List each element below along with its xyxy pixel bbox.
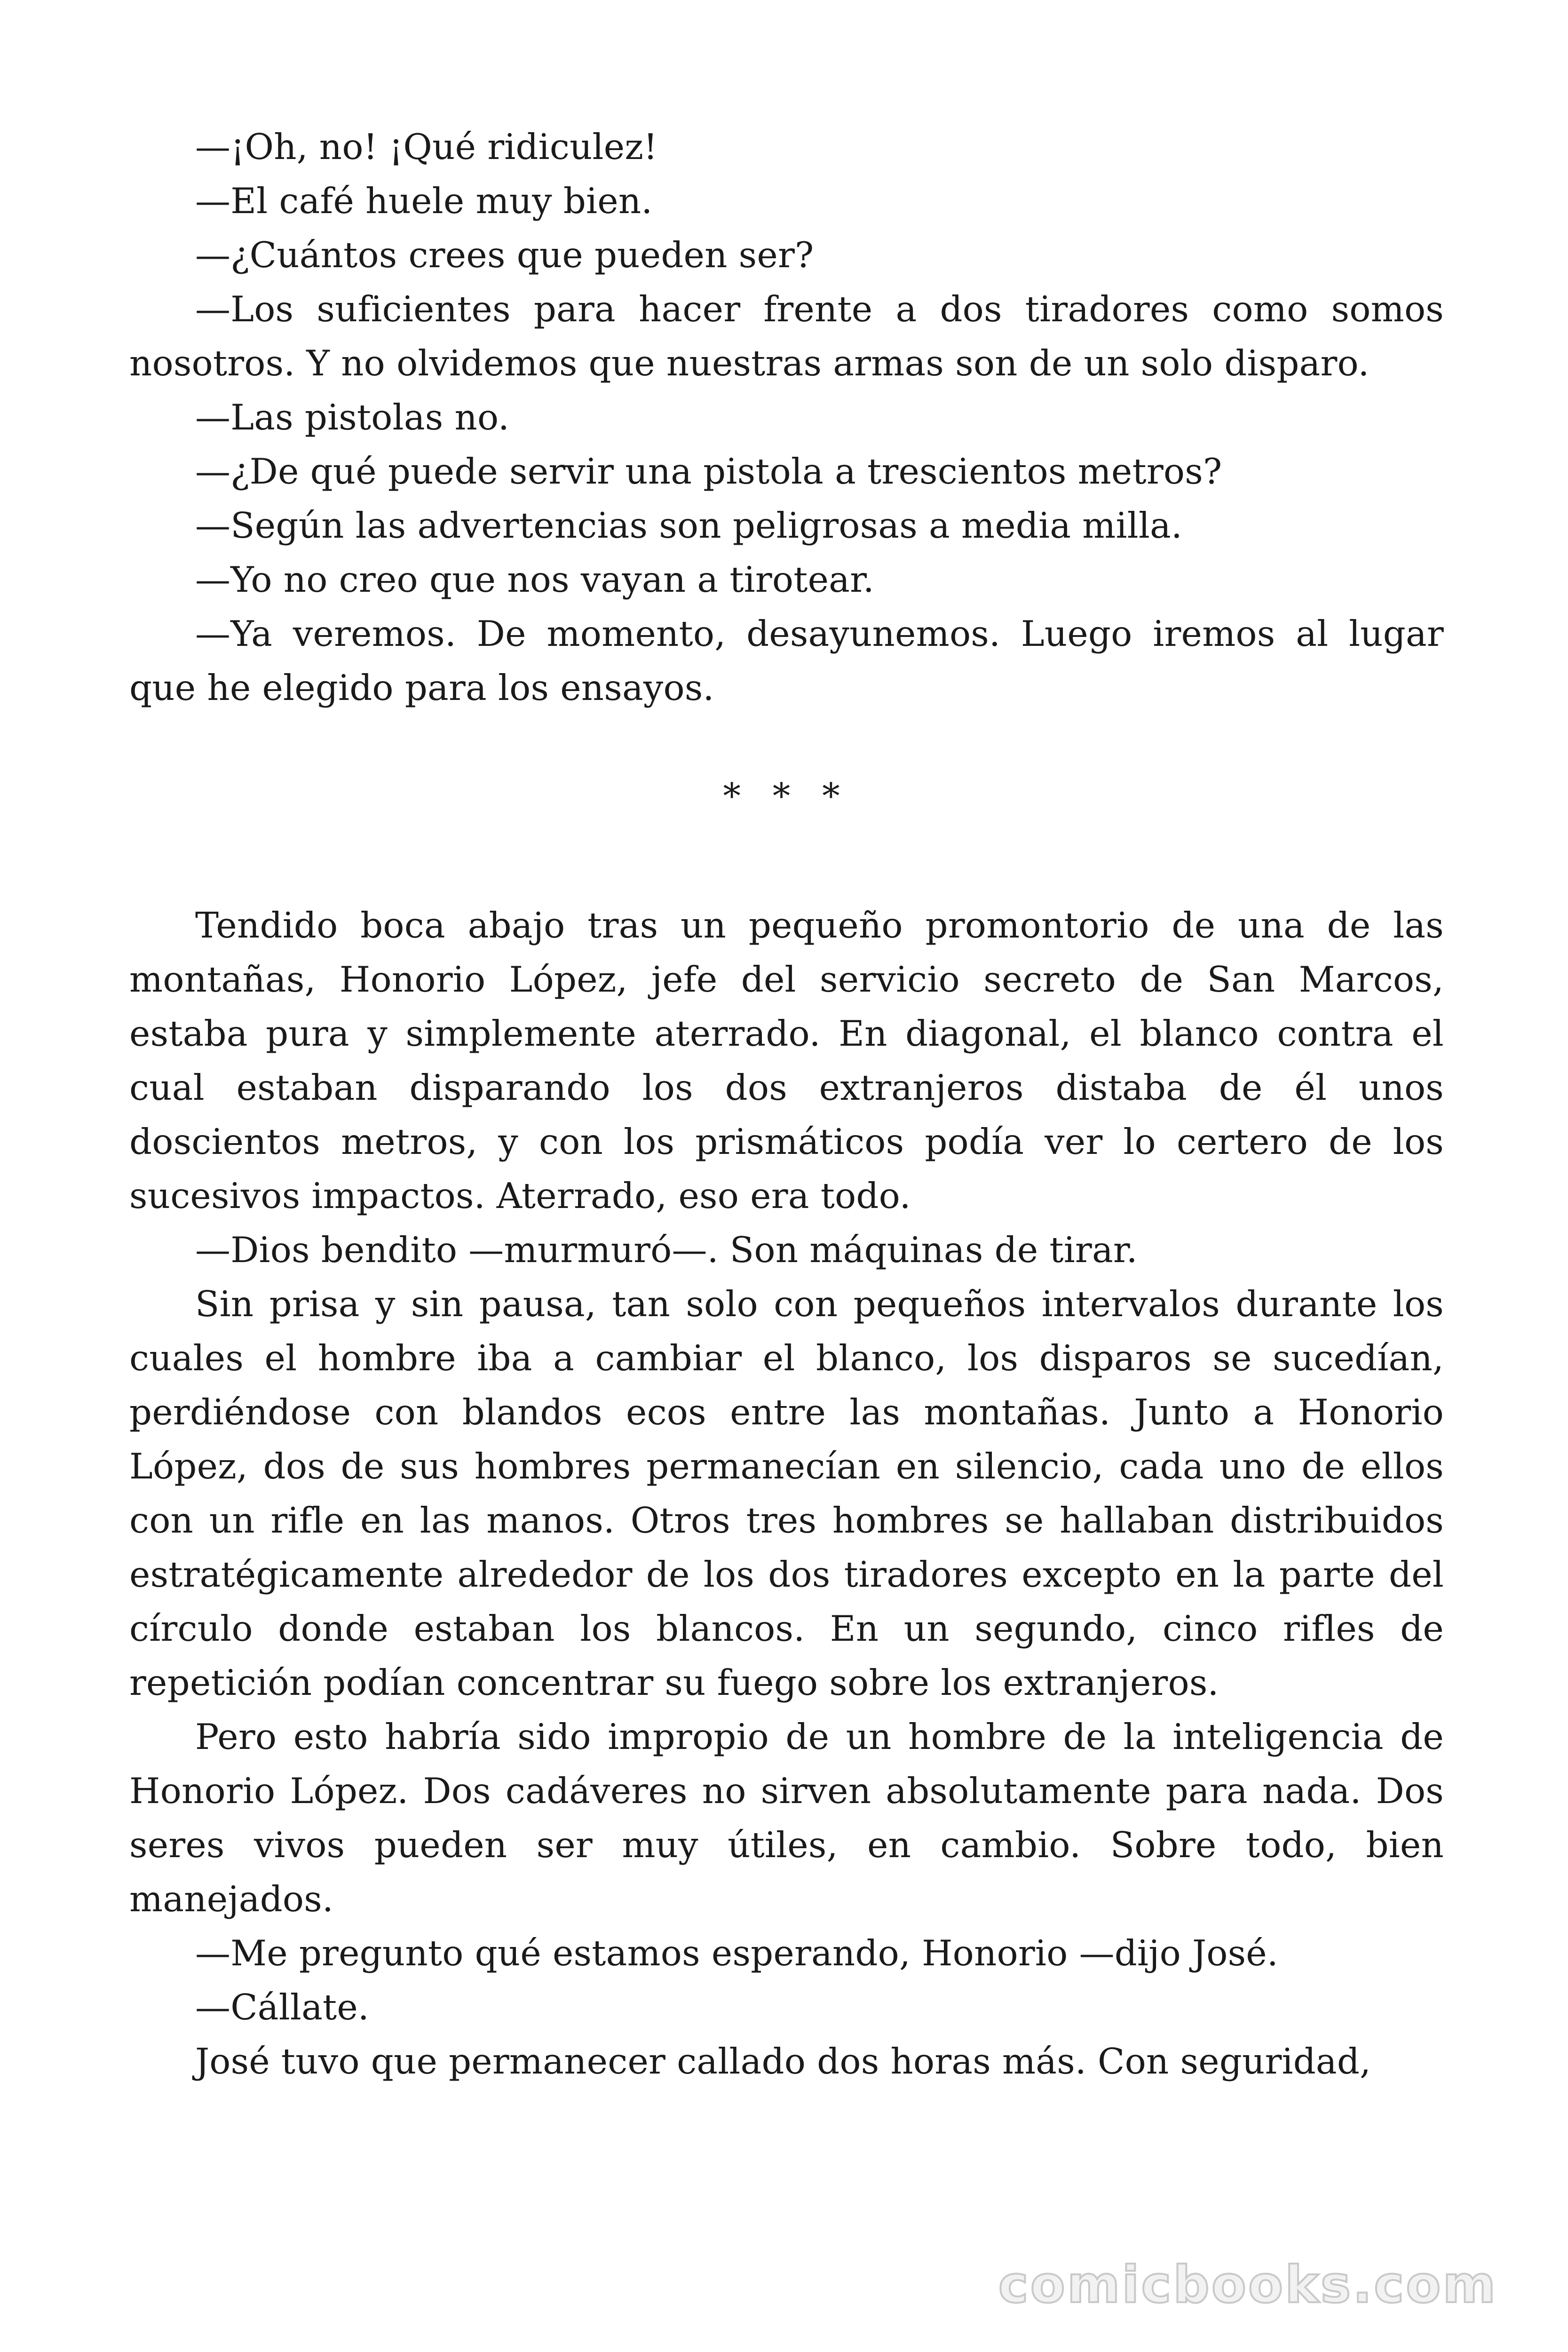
paragraph: —Dios bendito —murmuró—. Son máquinas de tirar. — [195, 1229, 1138, 1271]
paragraph: —Los suficientes para hacer frente a dos tiradores como somos nosotros. Y no olvidemos que nuestras armas son de un solo disparo. — [129, 288, 1444, 384]
paragraph: —¿De qué puede servir una pistola a trescientos metros? — [195, 451, 1222, 492]
paragraph: Pero esto habría sido impropio de un hombre de la inteligencia de Honorio López. Dos cadáveres no sirven absolutamente para nada. Dos seres vivos pueden ser muy útiles, en cambio. Sobre todo, bien manejados. — [129, 1716, 1444, 1920]
paragraph: —¿Cuántos crees que pueden ser? — [195, 234, 814, 276]
page-body — [129, 120, 1444, 2089]
paragraph: José tuvo que permanecer callado dos horas más. Con seguridad, — [195, 2041, 1371, 2082]
paragraph: —Me pregunto qué estamos esperando, Honorio —dijo José. — [195, 1932, 1278, 1974]
paragraph: —El café huele muy bien. — [195, 180, 653, 222]
paragraph: —Yo no creo que nos vayan a tirotear. — [195, 559, 874, 600]
paragraph: —Ya veremos. De momento, desayunemos. Luego iremos al lugar que he elegido para los ensayos. — [129, 613, 1444, 708]
section-separator: * * * — [723, 775, 850, 817]
section-narrative — [129, 898, 1444, 2089]
paragraph: —Cállate. — [195, 1986, 369, 2028]
paragraph: —Las pistolas no. — [195, 397, 510, 438]
section-dialogue — [129, 120, 1444, 715]
paragraph: Sin prisa y sin pausa, tan solo con pequeños intervalos durante los cuales el hombre iba a cambiar el blanco, los disparos se sucedían, perdiéndose con blandos ecos entre las montañas. Junto a Honorio López, dos de sus hombres permanecían en silencio, cada uno de ellos con un rifle en las manos. Otros tres hombres se hallaban distribuidos estratégicamente alrededor de los dos tiradores excepto en la parte del círculo donde estaban los blancos. En un segundo, cinco rifles de repetición podían concentrar su fuego sobre los extranjeros. — [129, 1283, 1444, 1703]
paragraph: —Según las advertencias son peligrosas a media milla. — [195, 505, 1182, 546]
paragraph: Tendido boca abajo tras un pequeño promontorio de una de las montañas, Honorio López, jefe del servicio secreto de San Marcos, estaba pura y simplemente aterrado. En diagonal, el blanco contra el cual estaban disparando los dos extranjeros distaba de él unos doscientos metros, y con los prismáticos podía ver lo certero de los sucesivos impactos. Aterrado, eso era todo. — [129, 905, 1444, 1216]
watermark: comicbooks.com — [998, 2256, 1497, 2314]
paragraph: —¡Oh, no! ¡Qué ridiculez! — [195, 126, 658, 167]
